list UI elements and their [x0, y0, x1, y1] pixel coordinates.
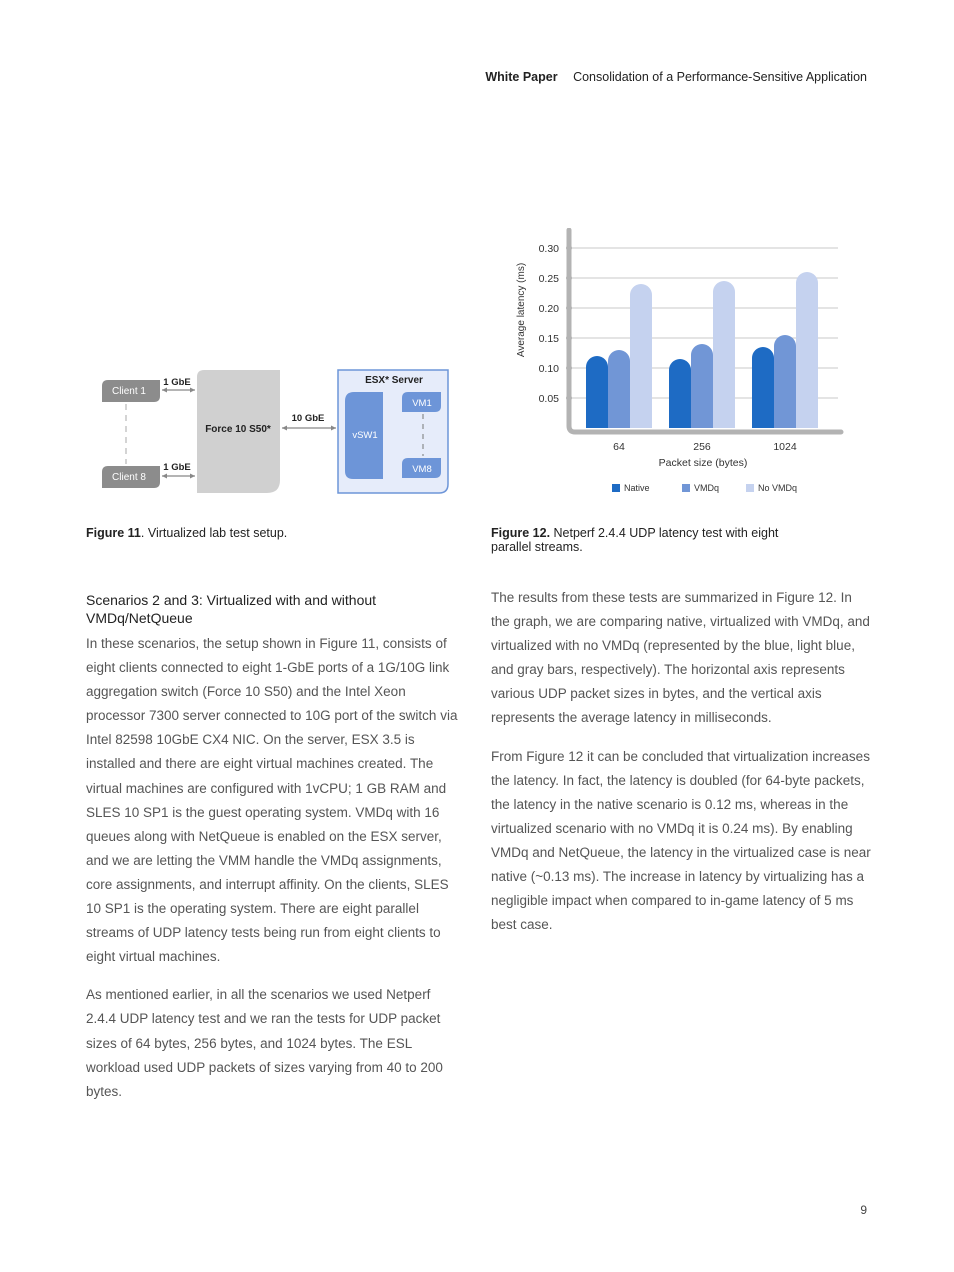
- bar-vmdq: [774, 335, 796, 428]
- page-number: 9: [860, 1203, 867, 1217]
- arrowhead: [190, 388, 195, 393]
- x-axis-label: Packet size (bytes): [658, 457, 748, 469]
- legend-swatch: [682, 484, 690, 492]
- vm1-label: VM1: [412, 398, 432, 409]
- bar-native: [752, 347, 774, 428]
- figure-12-chart: [491, 228, 871, 508]
- vm8-label: VM8: [412, 464, 432, 475]
- y-tick-label: 0.05: [538, 393, 559, 405]
- legend-label: Native: [624, 483, 650, 493]
- bar-no-vmdq: [796, 272, 818, 428]
- vswitch-label: vSW1: [352, 430, 378, 441]
- arrowhead: [190, 474, 195, 479]
- client-1-label: Client 1: [112, 386, 146, 397]
- x-tick-label: 1024: [773, 441, 797, 453]
- legend-swatch: [746, 484, 754, 492]
- arrowhead: [162, 474, 167, 479]
- arrowhead: [162, 388, 167, 393]
- header-label: White Paper: [485, 70, 558, 84]
- legend-label: VMDq: [694, 483, 720, 493]
- figure-12-caption: [491, 526, 821, 554]
- server-label: ESX* Server: [365, 375, 423, 386]
- header-title: Consolidation of a Performance-Sensitive Application: [573, 70, 867, 84]
- figure-12-caption-text: Netperf 2.4.4 UDP latency test with eight parallel streams.: [491, 526, 779, 554]
- y-tick-label: 0.20: [538, 303, 559, 315]
- right-column: [491, 586, 871, 951]
- page-header: [485, 70, 867, 84]
- figure-12-caption-label: Figure 12.: [491, 526, 551, 540]
- y-tick-label: 0.30: [538, 243, 559, 255]
- section-title: Scenarios 2 and 3: Virtualized with and without VMDq/NetQueue: [86, 592, 377, 626]
- figure-11-caption-text: . Virtualized lab test setup.: [140, 526, 288, 540]
- latency-bar-chart: [491, 228, 871, 508]
- body-paragraph: From Figure 12 it can be concluded that virtualization increases the latency. In fact, the latency is doubled (for 64-byte packets, the latency in the native scenario is 0.12 ms, whereas in the virtualized scenario with no VMDq it is 0.24 ms). By enabling VMDq and NetQueue, the latency in the virtualized case is near native (~0.13 ms). The increase in latency by virtualizing has a negligible impact when compared to in-game latency of 5 ms best case.: [491, 748, 871, 933]
- legend-label: No VMDq: [758, 483, 798, 493]
- x-tick-label: 256: [693, 441, 711, 453]
- bar-no-vmdq: [713, 281, 735, 428]
- network-diagram: [86, 362, 466, 502]
- x-tick-label: 64: [613, 441, 625, 453]
- switch-label: Force 10 S50*: [205, 424, 271, 435]
- body-paragraph: As mentioned earlier, in all the scenarios we used Netperf 2.4.4 UDP latency test and we ran the tests for UDP packet sizes of 64 bytes, 256 bytes, and 1024 bytes. The ESL workload used UDP packets of sizes varying from 40 to 200 bytes.: [86, 987, 443, 1099]
- link-top-label: 1 GbE: [163, 377, 191, 388]
- body-paragraph: In these scenarios, the setup shown in Figure 11, consists of eight clients connected to eight 1-GbE ports of a 1G/10G link aggregation switch (Force 10 S50) and the Intel Xeon processor 7300 server connected to 10G port of the switch via Intel 82598 10GbE CX4 NIC. On the server, ESX 3.5 is installed and there are eight virtual machines created. The virtual machines are configured with 1vCPU; 1 GB RAM and SLES 10 SP1 is the guest operating system. VMDq with 16 queues along with NetQueue is enabled on the ESX server, and we are letting the VMM handle the VMDq assignments, core assignments, and interrupt affinity. On the clients, SLES 10 SP1 is the operating system. There are eight parallel streams of UDP latency tests being run from eight clients to eight virtual machines.: [86, 636, 458, 965]
- arrowhead: [331, 426, 336, 431]
- link-bottom-label: 1 GbE: [163, 462, 191, 473]
- legend-swatch: [612, 484, 620, 492]
- left-column: [86, 632, 458, 1118]
- figure-11-diagram: [86, 362, 466, 502]
- client-8-label: Client 8: [112, 472, 146, 483]
- figure-11-caption: [86, 526, 466, 540]
- y-axis-label: Average latency (ms): [516, 262, 527, 358]
- bar-vmdq: [691, 344, 713, 428]
- y-tick-label: 0.10: [538, 363, 559, 375]
- y-tick-label: 0.25: [538, 273, 559, 285]
- y-tick-label: 0.15: [538, 333, 559, 345]
- body-paragraph: The results from these tests are summarized in Figure 12. In the graph, we are comparing native, virtualized with VMDq, and virtualized with no VMDq (represented by the blue, light blue, and gray bars, respectively). The horizontal axis represents various UDP packet sizes in bytes, and the vertical axis represents the average latency in milliseconds.: [491, 590, 870, 726]
- bar-native: [586, 356, 608, 428]
- bar-native: [669, 359, 691, 428]
- figure-11-caption-label: Figure 11: [86, 526, 141, 540]
- arrowhead: [282, 426, 287, 431]
- uplink-label: 10 GbE: [291, 413, 325, 424]
- bar-no-vmdq: [630, 284, 652, 428]
- bar-vmdq: [608, 350, 630, 428]
